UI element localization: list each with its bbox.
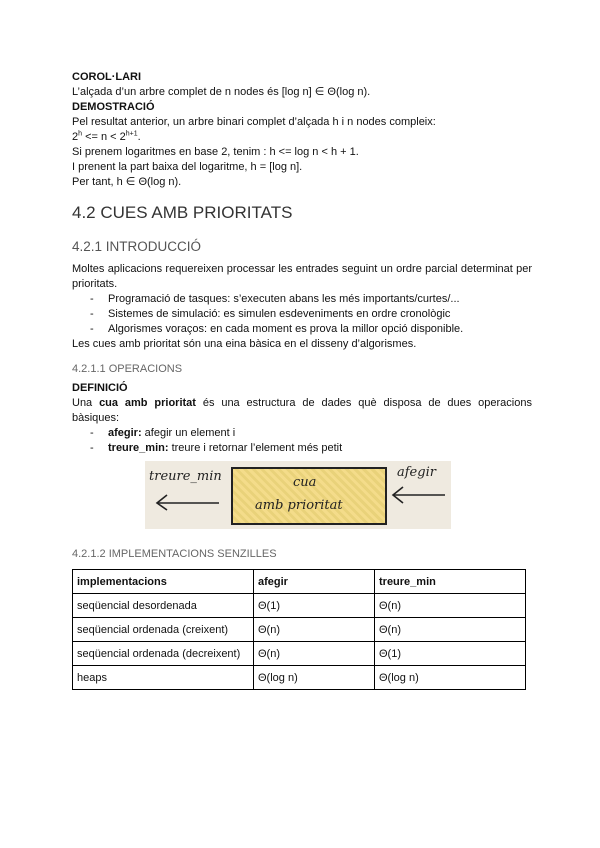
list-item: - Programació de tasques: s’executen abans les més importants/curtes/...: [90, 292, 532, 307]
table-cell: Θ(n): [254, 618, 375, 642]
proof-inequality: $2^h <= n < 2^{h+1}$.: [72, 130, 141, 143]
queue-box-line-2: amb prioritat: [255, 498, 343, 513]
intro-title: 4.2.1 INTRODUCCIÓ: [72, 239, 202, 254]
table-cell: seqüencial ordenada (decreixent): [73, 642, 254, 666]
proof-title: DEMOSTRACIÓ: [72, 101, 155, 113]
implementations-title: 4.2.1.2 IMPLEMENTACIONS SENZILLES: [72, 548, 277, 560]
table-row: [73, 666, 526, 690]
table-cell: seqüencial ordenada (creixent): [73, 618, 254, 642]
proof-line-3: Si prenem logaritmes en base 2, tenim : h <= log n < h + 1.: [72, 146, 359, 158]
queue-box-line-1: cua: [293, 475, 317, 490]
implementations-table: [72, 569, 526, 690]
table-cell: Θ(n): [375, 594, 526, 618]
table-cell: Θ(n): [375, 618, 526, 642]
right-arrow-icon: [389, 483, 449, 507]
table-cell: Θ(log n): [375, 666, 526, 690]
table-cell: Θ(1): [254, 594, 375, 618]
list-item: - Sistemes de simulació: es simulen esdeveniments en ordre cronològic: [90, 307, 532, 322]
header-cell: implementacions: [73, 570, 254, 594]
intro-paragraph: Moltes aplicacions requereixen processar les entrades seguint un ordre parcial determinat per prioritats.: [72, 263, 532, 290]
list-item: - afegir: afegir un element i: [90, 426, 532, 441]
list-item: - Algorismes voraços: en cada moment es prova la millor opció disponible.: [90, 322, 532, 337]
table-cell: seqüencial desordenada: [73, 594, 254, 618]
definition-term: cua amb prioritat: [99, 397, 196, 409]
left-arrow-icon: [153, 489, 223, 513]
intro-closing: Les cues amb prioritat són una eina bàsica en el disseny d’algorismes.: [72, 338, 417, 350]
priority-queue-diagram: [145, 461, 451, 529]
table-row: [73, 618, 526, 642]
table-cell: Θ(n): [254, 642, 375, 666]
operations-list: [72, 426, 532, 456]
definition-title: DEFINICIÓ: [72, 382, 128, 394]
corollary-title: COROL·LARI: [72, 71, 142, 83]
proof-line-1: Pel resultat anterior, un arbre binari complet d’alçada h i n nodes compleix:: [72, 116, 436, 128]
header-cell: treure_min: [375, 570, 526, 594]
treure-min-label: treure_min: [149, 469, 222, 484]
afegir-label: afegir: [397, 465, 436, 480]
header-cell: afegir: [254, 570, 375, 594]
queue-box: [231, 467, 387, 525]
table-row: [73, 642, 526, 666]
document-page: [72, 70, 532, 456]
table-row: [73, 594, 526, 618]
table-cell: heaps: [73, 666, 254, 690]
proof-line-4: I prenent la part baixa del logaritme, h = [log n].: [72, 161, 303, 173]
proof-line-5: Per tant, h ∈ Θ(log n).: [72, 176, 182, 188]
intro-list: [72, 292, 532, 337]
table-header-row: [73, 570, 526, 594]
corollary-text: L’alçada d’un arbre complet de n nodes és [log n] ∈ Θ(log n).: [72, 86, 371, 98]
table-cell: Θ(log n): [254, 666, 375, 690]
list-item: - treure_min: treure i retornar l’element més petit: [90, 441, 532, 456]
operations-title: 4.2.1.1 OPERACIONS: [72, 363, 183, 375]
table-cell: Θ(1): [375, 642, 526, 666]
definition-text: Una cua amb prioritat és una estructura de dades què disposa de dues operacions bàsiques:: [72, 397, 532, 424]
section-title: 4.2 CUES AMB PRIORITATS: [72, 203, 293, 222]
